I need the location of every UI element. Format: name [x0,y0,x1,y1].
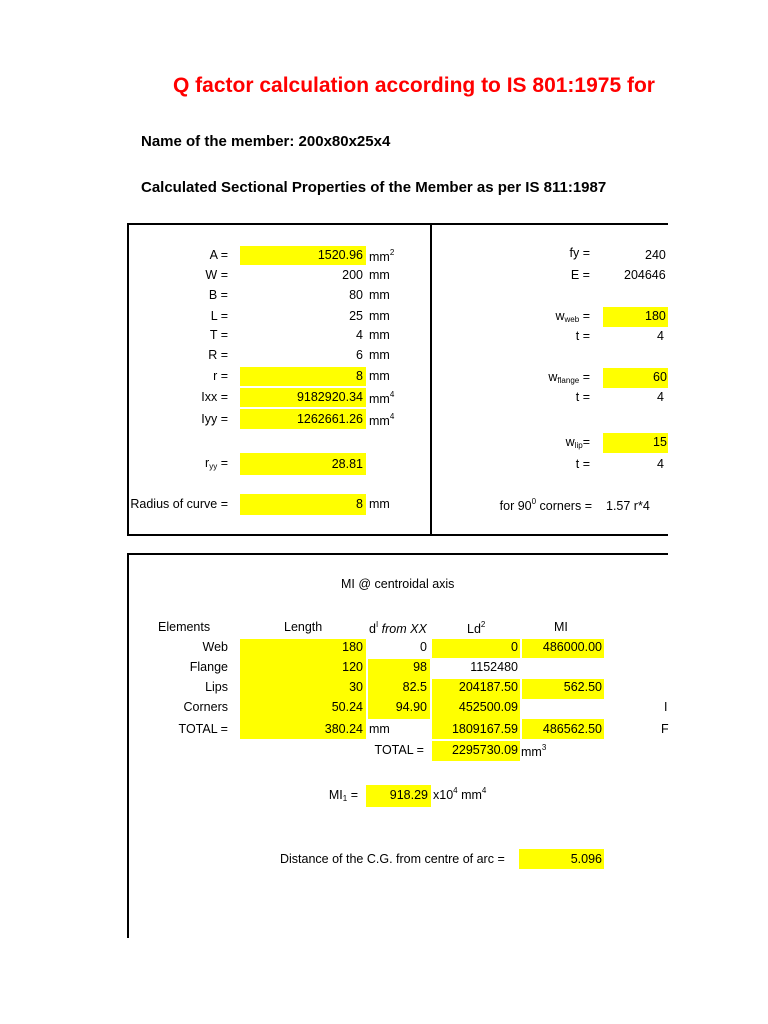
mi1-label-end: = [347,788,358,802]
total-row-mi: 486562.50 [542,722,602,736]
col-length: Length [284,620,323,634]
top-box-bottom-border [127,534,668,536]
label-corners-pre: for 90 [499,499,532,513]
label-wweb-sub: web [564,315,580,324]
label-ryy-main: r [205,456,210,470]
row-flange-d: 98 [413,660,427,674]
label-wflange-end: = [579,370,590,384]
row-web-d: 0 [420,640,427,654]
mi1-label [290,788,358,803]
row-web-ld2: 0 [511,640,518,654]
col-mi: MI [554,620,568,634]
label-t1: t = [575,329,590,343]
row-lips-length: 30 [349,680,363,694]
unit-iyy [369,412,394,428]
value-t1: 4 [657,329,664,343]
value-radius: 8 [356,497,363,511]
col-d-rest: from XX [378,622,427,636]
unit-iyy-exp: 4 [389,412,395,421]
label-wweb [480,309,590,324]
section-heading: Calculated Sectional Properties of the Member as per IS 811:1987 [141,179,607,196]
grand-total-unit-text: mm [521,745,542,759]
value-r: 8 [356,369,363,383]
mi-heading: MI @ centroidal axis [341,577,455,591]
unit-l: mm [369,309,390,323]
value-ryy: 28.81 [331,457,363,471]
label-radius: Radius of curve = [130,497,228,511]
value-e: 204646 [624,268,666,282]
label-b: B = [208,288,228,302]
label-wlip-sub: lip [574,441,583,450]
label-r: r = [213,369,228,383]
value-wflange: 60 [653,370,667,384]
col-d-sup: I [375,620,379,629]
unit-w: mm [369,268,390,282]
row-lips-name: Lips [205,680,228,694]
unit-a [369,248,394,264]
unit-ixx [369,390,394,406]
row-web-mi: 486000.00 [542,640,602,654]
top-box-divider [430,223,432,536]
label-iyy: Iyy = [201,412,228,426]
row-flange-length: 120 [342,660,363,674]
row-lips-mi: 562.50 [563,680,602,694]
value-wweb: 180 [645,309,666,323]
label-w: W = [205,268,228,282]
total-row-label: TOTAL = [178,722,228,736]
unit-R: mm [369,348,390,362]
row-web-name: Web [202,640,228,654]
member-name: Name of the member: 200x80x25x4 [141,133,391,150]
row-corners-length: 50.24 [331,700,363,714]
mi1-unit-exp: 4 [481,786,487,795]
value-t3: 4 [657,457,664,471]
label-fy: fy = [569,246,590,260]
col-d-main: d [369,622,376,636]
mi1-unit [433,786,486,802]
mi1-value: 918.29 [389,788,428,802]
mi1-unit-sup: 4 [453,786,458,795]
cut-off-char-1: I [664,700,668,714]
unit-radius: mm [369,497,390,511]
col-ld2-sup: 2 [480,620,486,629]
label-wlip-main: w [565,435,575,449]
top-box-left-border [127,223,129,536]
mi-box-left-border [127,553,129,938]
unit-iyy-text: mm [369,414,390,428]
row-web-length: 180 [342,640,363,654]
label-wlip-end: = [582,435,590,449]
col-ld2 [467,620,485,636]
grand-total-label: TOTAL = [374,743,424,757]
value-b: 80 [349,288,363,302]
cg-distance-label: Distance of the C.G. from centre of arc = [280,852,505,866]
label-e: E = [570,268,590,282]
value-corners: 1.57 r*4 [606,499,650,513]
label-a: A = [209,248,228,262]
mi1-label-sub: 1 [342,794,348,803]
row-lips-d: 82.5 [402,680,427,694]
label-corners [470,497,592,513]
label-ryy [150,456,228,471]
value-iyy: 1262661.26 [296,412,363,426]
total-row-ld2: 1809167.59 [451,722,518,736]
row-corners-d: 94.90 [395,700,427,714]
row-flange-name: Flange [189,660,228,674]
value-ixx: 9182920.34 [296,390,363,404]
row-flange-ld2: 1152480 [470,660,518,674]
mi1-unit-pre: x10 [433,788,454,802]
col-elements: Elements [158,620,211,634]
label-ryy-sub: yy [209,462,218,471]
value-t2: 4 [657,390,664,404]
label-wweb-end: = [579,309,590,323]
row-lips-ld2: 204187.50 [458,680,518,694]
unit-b: mm [369,288,390,302]
label-t: T = [209,328,228,342]
col-ld2-main: Ld [467,622,481,636]
row-corners-name: Corners [183,700,228,714]
row-corners-ld2: 452500.09 [458,700,518,714]
label-corners-post: corners = [536,499,592,513]
label-t2: t = [575,390,590,404]
label-t3: t = [575,457,590,471]
value-R: 6 [356,348,363,362]
unit-t: mm [369,328,390,342]
page-title: Q factor calculation according to IS 801:1975 for [173,74,655,97]
grand-total-unit-exp: 3 [541,743,547,752]
value-l: 25 [349,309,363,323]
label-l: L = [210,309,228,323]
total-row-unit: mm [369,722,390,736]
top-box-top-border [127,223,668,225]
total-row-length: 380.24 [324,722,363,736]
value-a: 1520.96 [317,248,363,262]
label-ryy-end: = [217,456,228,470]
label-wlip [480,435,590,450]
mi1-unit-post: mm [457,788,482,802]
unit-ixx-text: mm [369,392,390,406]
unit-ixx-exp: 4 [389,390,395,399]
unit-r: mm [369,369,390,383]
cut-off-char-2: F [661,722,669,736]
value-wlip: 15 [653,435,667,449]
grand-total-unit [521,743,546,759]
value-fy: 240 [645,248,666,262]
label-ixx: Ixx = [201,390,228,404]
mi-box-top-border [127,553,668,555]
label-R: R = [208,348,228,362]
label-wflange-sub: flange [557,376,580,385]
label-wflange [480,370,590,385]
unit-a-exp: 2 [389,248,395,257]
value-w: 200 [342,268,363,282]
label-wweb-main: w [555,309,565,323]
unit-a-text: mm [369,250,390,264]
mi1-label-main: MI [328,788,343,802]
label-wflange-main: w [548,370,558,384]
cg-distance-value: 5.096 [570,852,602,866]
value-t: 4 [356,328,363,342]
grand-total-value: 2295730.09 [451,743,518,757]
label-corners-sup: 0 [531,497,537,506]
col-d [369,620,427,636]
